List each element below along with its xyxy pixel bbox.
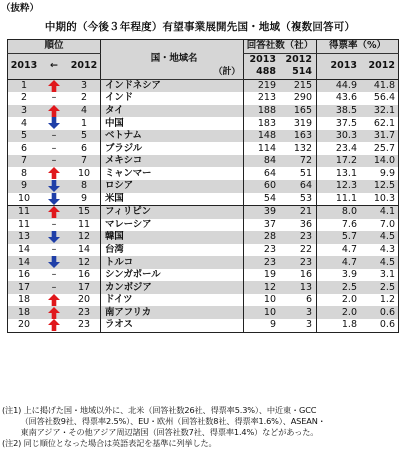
footnote-line: (注1) 上に掲げた国・地域以外に、北米（回答社数26社、得票率5.3%）、中近東・GCC <box>2 405 317 415</box>
vote-2013: 8.0 <box>317 206 363 219</box>
country-name: 米国 <box>101 193 244 206</box>
companies-2013: 12 <box>244 281 281 294</box>
country-name: カンボジア <box>101 281 244 294</box>
table-row <box>8 79 399 92</box>
arrow-up-icon <box>48 167 60 179</box>
rank-2013: 5 <box>8 130 41 143</box>
companies-2013: 10 <box>244 306 281 319</box>
vote-2012: 14.0 <box>362 155 399 168</box>
country-name: ミャンマー <box>101 167 244 180</box>
vote-2013: 23.4 <box>317 142 363 155</box>
table-row <box>8 306 399 319</box>
no-change-dash: – <box>51 155 57 167</box>
companies-2012: 16 <box>299 269 312 281</box>
rank-change <box>40 231 68 244</box>
companies-2013: 23 <box>244 256 281 269</box>
rank-2012: 8 <box>68 180 101 193</box>
rank-2013: 1 <box>8 79 41 92</box>
arrow-up-icon <box>48 80 60 92</box>
companies-2013: 188 <box>244 105 281 118</box>
rank-2013: 16 <box>17 269 31 281</box>
rank-2013: 17 <box>8 281 41 294</box>
country-name: 台湾 <box>101 244 244 257</box>
country-name: ベトナム <box>101 130 244 143</box>
companies-2013: 64 <box>244 167 281 180</box>
rank-2013-header: 2013 <box>10 60 38 72</box>
table-row <box>8 231 399 244</box>
rank-change <box>40 306 68 319</box>
companies-2012: 22 <box>299 244 312 256</box>
country-name: メキシコ <box>101 155 244 168</box>
country-name: トルコ <box>101 256 244 269</box>
rank-2013: 18 <box>8 306 41 319</box>
vote-2013: 38.5 <box>317 105 363 118</box>
companies-2012: 64 <box>280 180 317 193</box>
rank-2013: 13 <box>8 231 41 244</box>
footnote-line: 東南アジア・その他アジア周辺諸国（回答社数7社、得票率1.4%）などがあった。 <box>2 427 319 437</box>
footnote-line: （回答社数9社、得票率2.5%）、EU・欧州（回答社数8社、得票率1.6%）、ASEAN・ <box>2 416 326 426</box>
companies-2012-total: 514 <box>292 66 312 78</box>
rank-change <box>40 319 68 332</box>
arrow-down-icon <box>48 180 60 192</box>
rank-change <box>40 167 68 180</box>
table-title: 中期的（今後３年程度）有望事業展開先国・地域（複数回答可） <box>44 21 356 33</box>
vote-2013: 12.3 <box>317 180 363 193</box>
arrow-down-icon <box>48 256 60 268</box>
rank-2013: 8 <box>20 167 28 179</box>
total-mark: （計） <box>213 66 240 77</box>
rank-change <box>40 92 68 105</box>
vote-2013: 13.1 <box>317 167 363 180</box>
rank-change <box>40 180 68 193</box>
vote-2013: 7.6 <box>317 219 363 232</box>
rank-change <box>40 193 68 206</box>
rank-2013: 7 <box>8 155 41 168</box>
rank-change <box>40 281 68 294</box>
vote-2012: 4.3 <box>379 244 395 256</box>
table-row <box>8 92 399 105</box>
vote-2013: 3.9 <box>317 269 363 282</box>
vote-2013-header: 2013 <box>317 53 363 79</box>
arrow-up-icon <box>48 319 60 331</box>
companies-2013: 213 <box>244 92 281 105</box>
table-row <box>8 142 399 155</box>
companies-2013: 23 <box>244 244 281 257</box>
country-name: 南アフリカ <box>101 306 244 319</box>
table-row <box>8 206 399 219</box>
rank-2012: 6 <box>80 142 88 154</box>
table-row <box>8 281 399 294</box>
rank-arrow-header: ← <box>50 60 58 72</box>
table-row <box>8 193 399 206</box>
footnote-line: (注2) 同じ順位となった場合は英語表記を基準に列挙した。 <box>2 438 217 448</box>
rank-2013: 6 <box>20 142 28 154</box>
vote-2012: 4.1 <box>362 206 399 219</box>
table-row <box>8 117 399 130</box>
companies-2013: 84 <box>244 155 281 168</box>
vote-2013: 2.0 <box>317 294 363 307</box>
companies-2013: 54 <box>244 193 281 206</box>
table-row <box>8 319 399 332</box>
rank-2012: 1 <box>80 117 88 129</box>
rank-2012: 17 <box>68 281 101 294</box>
vote-2012: 62.1 <box>373 117 395 129</box>
companies-2012: 6 <box>305 294 312 306</box>
table-row <box>8 180 399 193</box>
companies-2012: 21 <box>280 206 317 219</box>
companies-2013: 39 <box>244 206 281 219</box>
no-change-dash: – <box>51 281 57 293</box>
rank-change <box>40 155 68 168</box>
rank-2013: 10 <box>17 192 31 204</box>
vote-2012: 41.8 <box>362 79 399 92</box>
rank-header: 順位 <box>8 40 101 54</box>
table-row <box>8 244 399 257</box>
no-change-dash: – <box>51 218 57 230</box>
arrow-up-icon <box>48 307 60 319</box>
companies-2013: 114 <box>244 142 281 155</box>
no-change-dash: – <box>51 269 57 281</box>
country-header-label: 国・地域名 <box>150 53 198 65</box>
vote-2012: 9.9 <box>379 167 395 179</box>
vote-2012: 4.5 <box>362 231 399 244</box>
rank-2012: 15 <box>68 206 101 219</box>
vote-2013: 37.5 <box>317 117 363 130</box>
vote-2012: 3.1 <box>379 269 395 281</box>
country-name: シンガポール <box>101 269 244 282</box>
companies-2013-total: 488 <box>244 66 281 79</box>
no-change-dash: – <box>51 244 57 256</box>
vote-2013: 4.7 <box>317 256 363 269</box>
arrow-up-icon <box>48 105 60 117</box>
no-change-dash: – <box>51 92 57 104</box>
country-name: 中国 <box>101 117 244 130</box>
companies-2012: 3 <box>280 306 317 319</box>
vote-2013: 11.1 <box>317 193 363 206</box>
vote-2013: 30.3 <box>317 130 363 143</box>
rank-2013: 11 <box>8 206 41 219</box>
rank-change <box>40 79 68 92</box>
vote-2012: 1.2 <box>379 294 395 306</box>
vote-header: 得票率（%） <box>317 40 399 54</box>
companies-2012: 51 <box>299 167 312 179</box>
vote-2012: 0.6 <box>362 306 399 319</box>
vote-2012: 0.6 <box>379 319 395 331</box>
rank-2013: 18 <box>17 294 31 306</box>
rank-2012: 3 <box>68 79 101 92</box>
rank-change <box>40 105 68 118</box>
vote-2012: 4.5 <box>362 256 399 269</box>
table-row <box>8 130 399 143</box>
companies-2012: 72 <box>280 155 317 168</box>
companies-2012: 13 <box>280 281 317 294</box>
rank-change <box>40 294 68 307</box>
country-name: ブラジル <box>101 142 244 155</box>
rank-2013: 20 <box>17 319 31 331</box>
companies-2013-header: 2013 <box>244 53 281 66</box>
companies-2012: 132 <box>293 142 312 154</box>
table-row <box>8 155 399 168</box>
country-name: 韓国 <box>101 231 244 244</box>
rank-2012: 4 <box>68 105 101 118</box>
companies-2012: 36 <box>299 218 312 230</box>
vote-2013: 2.5 <box>317 281 363 294</box>
ranking-table <box>7 39 399 333</box>
companies-2012: 3 <box>305 319 312 331</box>
country-name: ドイツ <box>101 294 244 307</box>
table-row <box>8 256 399 269</box>
rank-change <box>40 142 68 155</box>
country-name: インド <box>101 92 244 105</box>
table-row <box>8 219 399 232</box>
vote-2012: 32.1 <box>362 105 399 118</box>
companies-2013: 28 <box>244 231 281 244</box>
table-row <box>8 269 399 282</box>
table-row <box>8 167 399 180</box>
rank-2012: 23 <box>68 306 101 319</box>
arrow-down-icon <box>48 193 60 205</box>
no-change-dash: – <box>51 130 57 142</box>
rank-2013: 11 <box>17 218 31 230</box>
arrow-down-icon <box>48 231 60 243</box>
rank-2013: 4 <box>20 117 28 129</box>
rank-2012: 12 <box>68 256 101 269</box>
rank-2013: 2 <box>20 92 28 104</box>
vote-2013: 43.6 <box>317 92 363 105</box>
vote-2012: 31.7 <box>362 130 399 143</box>
companies-2013: 10 <box>244 294 281 307</box>
rank-change <box>40 130 68 143</box>
extract-label: （抜粋） <box>1 3 40 14</box>
vote-2012: 56.4 <box>373 92 395 104</box>
companies-2012: 319 <box>293 117 312 129</box>
rank-2012: 16 <box>77 269 91 281</box>
companies-2013: 183 <box>244 117 281 130</box>
rank-2012: 20 <box>77 294 91 306</box>
rank-2012: 11 <box>77 218 91 230</box>
vote-2013: 1.8 <box>317 319 363 332</box>
rank-2012: 5 <box>68 130 101 143</box>
rank-2013: 9 <box>8 180 41 193</box>
vote-2013: 2.0 <box>317 306 363 319</box>
country-name: タイ <box>101 105 244 118</box>
vote-2012: 12.5 <box>362 180 399 193</box>
companies-2013: 9 <box>244 319 281 332</box>
table-row <box>8 294 399 307</box>
country-name: フィリピン <box>101 206 244 219</box>
vote-2013: 17.2 <box>317 155 363 168</box>
companies-2013: 219 <box>244 79 281 92</box>
vote-2012: 7.0 <box>379 218 395 230</box>
companies-2012: 23 <box>280 256 317 269</box>
rank-2012: 9 <box>80 192 88 204</box>
vote-2013: 4.7 <box>317 244 363 257</box>
companies-2013: 60 <box>244 180 281 193</box>
footnotes <box>2 405 400 449</box>
country-header <box>101 40 244 80</box>
rank-change <box>40 117 68 130</box>
vote-2012: 10.3 <box>373 192 395 204</box>
vote-2012: 25.7 <box>373 142 395 154</box>
companies-2012-header: 2012 <box>285 53 312 65</box>
rank-2012: 10 <box>77 167 91 179</box>
companies-2013: 37 <box>244 219 281 232</box>
arrow-up-icon <box>48 294 60 306</box>
country-name: マレーシア <box>101 219 244 232</box>
arrow-up-icon <box>48 206 60 218</box>
companies-header: 回答社数（社） <box>244 40 317 54</box>
rank-2012: 23 <box>77 319 91 331</box>
rank-2013: 3 <box>8 105 41 118</box>
companies-2012: 23 <box>280 231 317 244</box>
vote-2012: 2.5 <box>362 281 399 294</box>
country-name: ロシア <box>101 180 244 193</box>
companies-2012: 53 <box>299 192 312 204</box>
companies-2012: 215 <box>280 79 317 92</box>
rank-2012: 14 <box>77 244 91 256</box>
no-change-dash: – <box>51 142 57 154</box>
rank-2012: 7 <box>68 155 101 168</box>
rank-2013: 14 <box>17 244 31 256</box>
companies-2013: 19 <box>244 269 281 282</box>
rank-change <box>40 219 68 232</box>
vote-2013: 44.9 <box>317 79 363 92</box>
companies-2013: 148 <box>244 130 281 143</box>
rank-2012: 2 <box>80 92 88 104</box>
vote-2013: 5.7 <box>317 231 363 244</box>
rank-change <box>40 256 68 269</box>
vote-2012-header: 2012 <box>368 60 395 72</box>
companies-2012: 290 <box>293 92 312 104</box>
country-name: ラオス <box>101 319 244 332</box>
rank-change <box>40 269 68 282</box>
table-row <box>8 105 399 118</box>
arrow-down-icon <box>48 117 60 129</box>
rank-change <box>40 244 68 257</box>
rank-change <box>40 206 68 219</box>
companies-2012: 163 <box>280 130 317 143</box>
rank-2012: 12 <box>68 231 101 244</box>
rank-2013: 14 <box>8 256 41 269</box>
companies-2012: 165 <box>280 105 317 118</box>
country-name: インドネシア <box>101 79 244 92</box>
rank-2012-header: 2012 <box>70 60 98 72</box>
